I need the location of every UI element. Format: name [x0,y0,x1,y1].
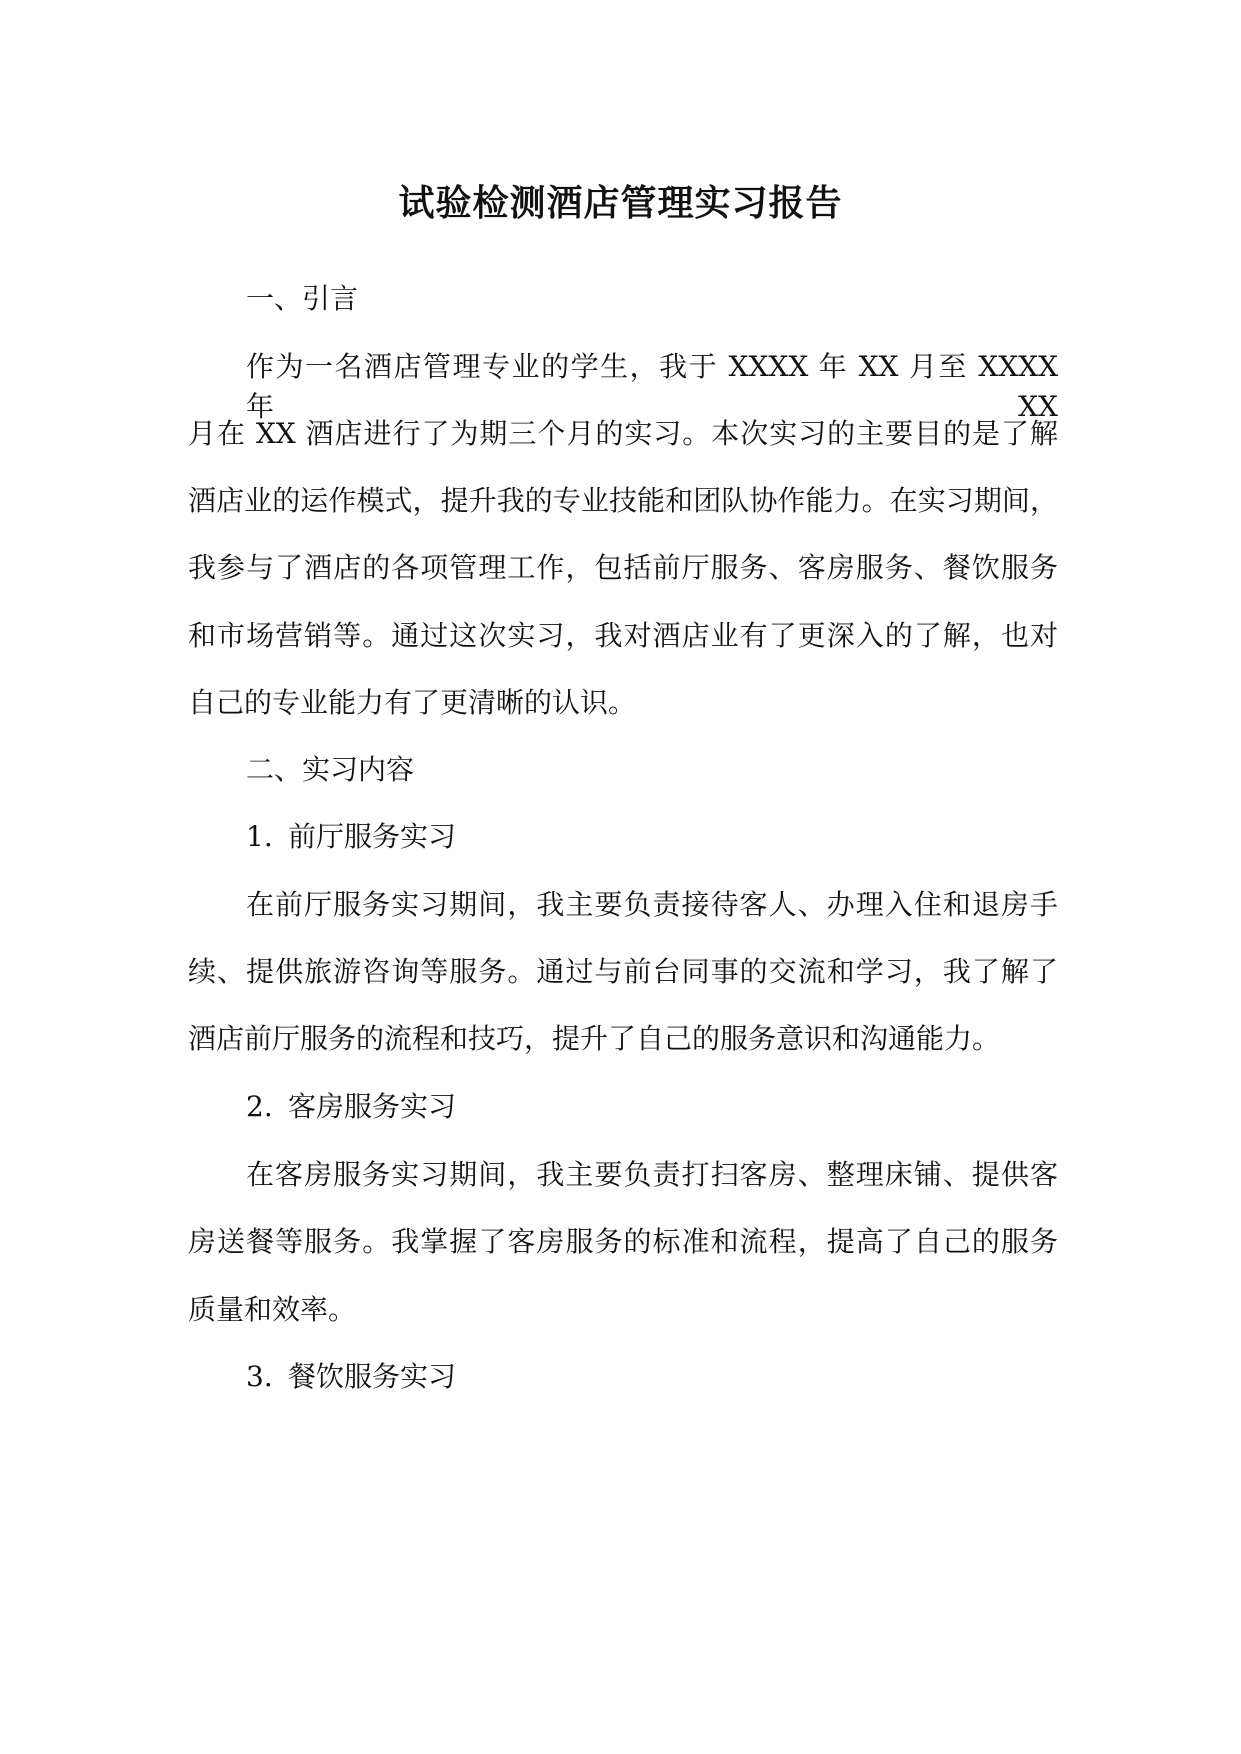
item-heading-label: 餐饮服务实习 [288,1360,457,1393]
paragraph-line: 作为一名酒店管理专业的学生，我于 XXXX 年 XX 月至 XXXX 年 XX [246,350,1058,423]
item-number: 1. [246,820,273,853]
paragraph-line: 我参与了酒店的各项管理工作，包括前厅服务、客房服务、餐饮服务 [188,551,1058,584]
item-heading-food-beverage [246,1357,1116,1397]
item-heading-front-desk [246,817,1116,857]
section-heading-content: 二、实习内容 [246,753,415,786]
paragraph-line: 酒店前厅服务的流程和技巧，提升了自己的服务意识和沟通能力。 [188,1022,1001,1055]
paragraph-line: 续、提供旅游咨询等服务。通过与前台同事的交流和学习，我了解了 [188,955,1058,988]
paragraph-line: 月在 XX 酒店进行了为期三个月的实习。本次实习的主要目的是了解 [188,417,1058,450]
item-heading-housekeeping [246,1087,1116,1127]
paragraph-line: 在前厅服务实习期间，我主要负责接待客人、办理入住和退房手 [246,888,1058,921]
document-title: 试验检测酒店管理实习报告 [398,182,843,224]
paragraph-line: 自己的专业能力有了更清晰的认识。 [188,686,637,719]
item-heading-label: 客房服务实习 [288,1090,457,1123]
item-number: 2. [246,1090,273,1123]
paragraph-line: 酒店业的运作模式，提升我的专业技能和团队协作能力。在实习期间， [188,484,1058,517]
item-number: 3. [246,1360,273,1393]
paragraph-line: 在客房服务实习期间，我主要负责打扫客房、整理床铺、提供客 [246,1158,1058,1191]
section-heading-intro: 一、引言 [246,282,359,315]
paragraph-line: 房送餐等服务。我掌握了客房服务的标准和流程，提高了自己的服务 [188,1225,1058,1258]
item-heading-label: 前厅服务实习 [288,820,457,853]
paragraph-line: 和市场营销等。通过这次实习，我对酒店业有了更深入的了解，也对 [188,619,1058,652]
paragraph-line: 质量和效率。 [188,1293,357,1326]
